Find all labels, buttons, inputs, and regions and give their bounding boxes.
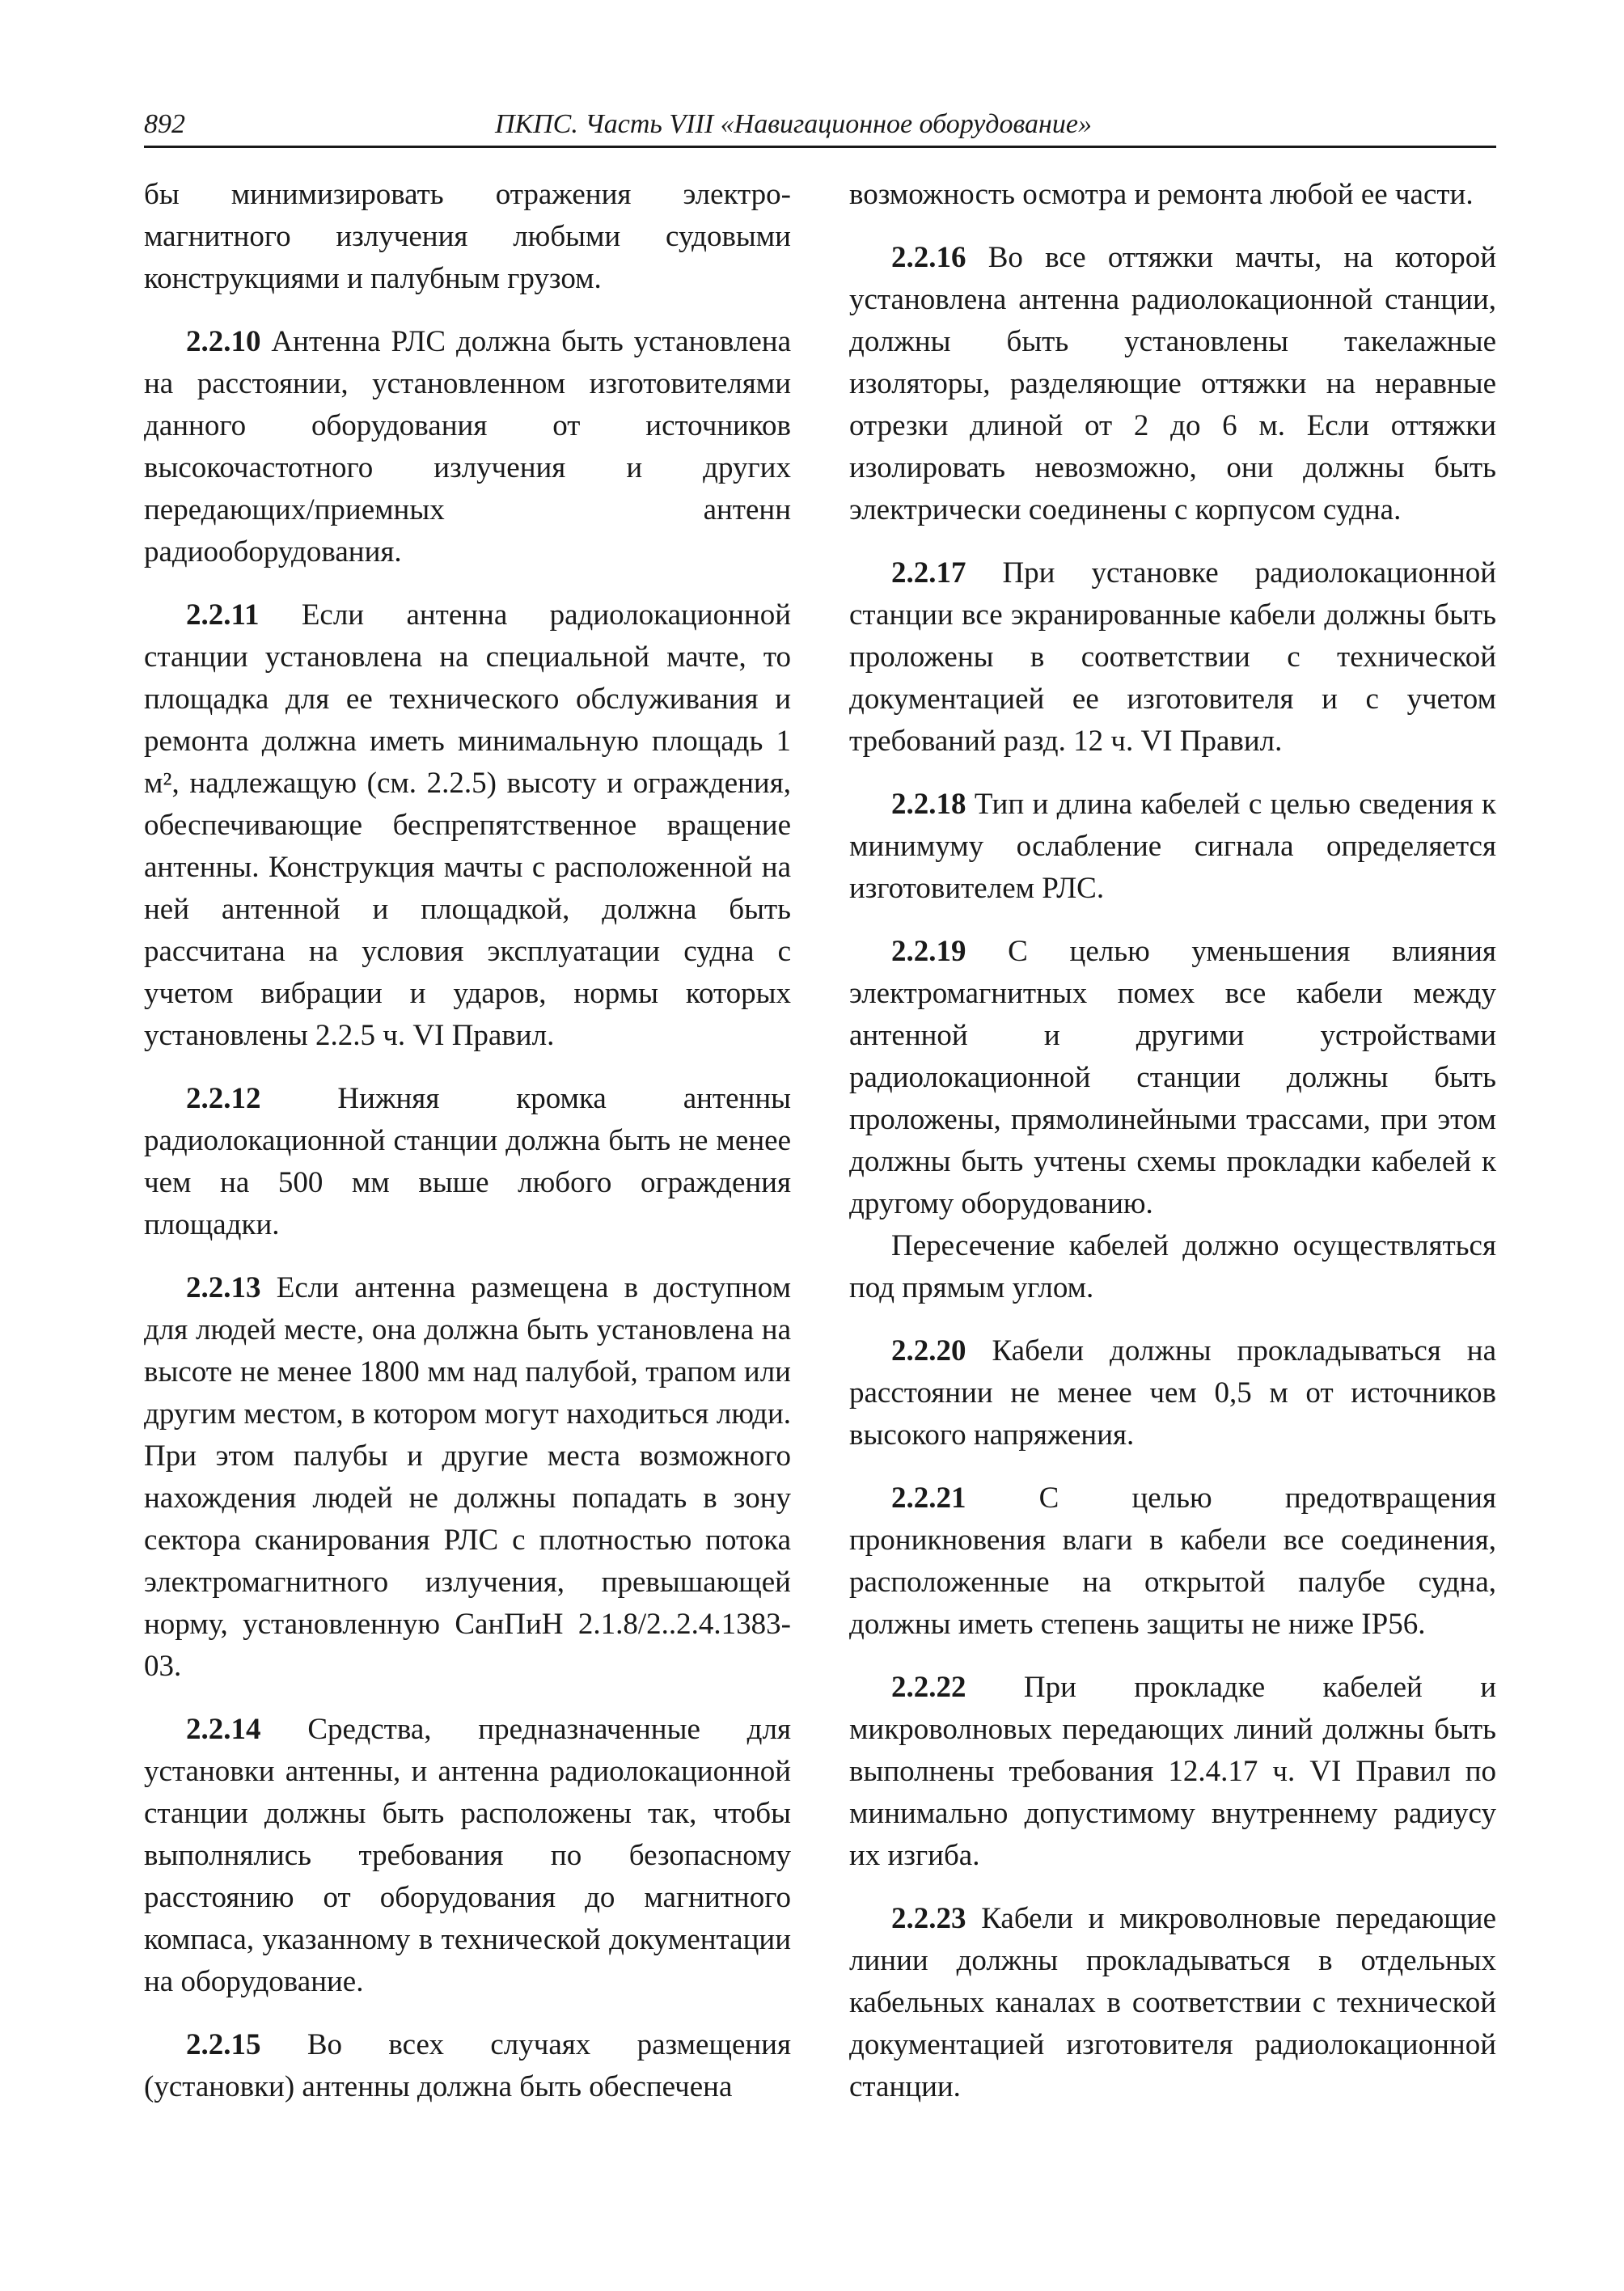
paragraph-text: возможность осмотра и ремонта любой ее части.	[849, 178, 1474, 211]
clause-number: 2.2.11	[186, 598, 260, 632]
paragraph-text: При установке радиолокационной станции все экранированные кабели должны быть проложены в соответствии с технической документацией ее изготовителя и с учетом требований разд. 12 ч. VI Правил.	[849, 556, 1496, 758]
paragraph-text: Пересечение кабелей должно осуществляться под прямым углом.	[849, 1229, 1496, 1304]
paragraph-text: Если антенна радиолокационной станции установлена на специальной мачте, то площадка для ее технического обслуживания и ремонта должна иметь минимальную площадь 1 м², надлежащую (см. 2.2.5) высоту и ограждения, обеспечивающие беспрепятственное вращение антенны. Конструкция мачты с расположенной на ней антенной и площадкой, должна быть рассчитана на условия эксплуатации судна с учетом вибрации и ударов, нормы которых установлены 2.2.5 ч. VI Правил.	[144, 598, 791, 1052]
left-column	[144, 174, 791, 2129]
paragraph-text: Средства, предназначенные для установки антенны, и антенна радиолокационной станции должны быть расположены так, чтобы выполнялись требования по безопасному расстоянию от оборудования до магнитного компаса, указанному в технической документации на оборудование.	[144, 1713, 791, 1998]
clause-2-2-19-continuation	[849, 1225, 1496, 1309]
clause-number: 2.2.21	[891, 1482, 966, 1515]
clause-2-2-14	[144, 1709, 791, 2003]
paragraph-text: С целью уменьшения влияния электромагнитных помех все кабели между антенной и другими устройствами радиолокационной станции должны быть проложены, прямолинейными трассами, при этом должны быть учтены схемы прокладки кабелей к другому оборудованию.	[849, 935, 1496, 1220]
clause-2-2-13	[144, 1267, 791, 1688]
paragraph-text: Нижняя кромка антенны радиолокационной станции должна быть не менее чем на 500 мм выше любого ограждения площадки.	[144, 1082, 791, 1241]
page-header	[144, 104, 1496, 148]
paragraph-text: Если антенна размещена в доступном для людей месте, она должна быть установлена на высоте не менее 1800 мм над палубой, трапом или другим местом, в котором могут находиться люди. При этом палубы и другие места возможного нахождения людей не должны попадать в зону сектора сканирования РЛС с плотностью потока электромагнитного излучения, превышающей норму, установленную СанПиН 2.1.8/2..2.4.1383-03.	[144, 1271, 791, 1683]
clause-2-2-18	[849, 784, 1496, 910]
paragraph-text: При прокладке кабелей и микроволновых передающих линий должны быть выполнены требования 12.4.17 ч. VI Правил по минимально допустимому внутреннему радиусу их изгиба.	[849, 1671, 1496, 1872]
paragraph-continuation	[849, 174, 1496, 216]
clause-number: 2.2.15	[186, 2028, 261, 2061]
clause-number: 2.2.17	[891, 556, 966, 590]
clause-number: 2.2.22	[891, 1671, 966, 1704]
clause-number: 2.2.20	[891, 1334, 966, 1367]
paragraph-text: С целью предотвращения проникновения влаги в кабели все соединения, расположенные на открытой палубе судна, должны иметь степень защиты не ниже IP56.	[849, 1482, 1496, 1641]
clause-number: 2.2.10	[186, 325, 261, 358]
clause-2-2-23	[849, 1898, 1496, 2108]
paragraph-text: бы минимизировать отражения электро-магнитного излучения любыми судовыми конструкциями и палубным грузом.	[144, 178, 791, 295]
clause-2-2-10	[144, 321, 791, 573]
paragraph-continuation	[144, 174, 791, 300]
clause-number: 2.2.14	[186, 1713, 261, 1746]
clause-2-2-20	[849, 1330, 1496, 1456]
clause-2-2-22	[849, 1667, 1496, 1877]
clause-number: 2.2.19	[891, 935, 966, 968]
clause-2-2-19	[849, 931, 1496, 1225]
paragraph-text: Кабели должны прокладываться на расстоянии не менее чем 0,5 м от источников высокого напряжения.	[849, 1334, 1496, 1452]
paragraph-text: Тип и длина кабелей с целью сведения к минимуму ослабление сигнала определяется изготовителем РЛС.	[849, 788, 1496, 905]
clause-number: 2.2.12	[186, 1082, 261, 1115]
clause-2-2-16	[849, 237, 1496, 531]
paragraph-text: Антенна РЛС должна быть установлена на расстоянии, установленном изготовителями данного оборудования от источников высокочастотного излучения и других передающих/приемных антенн радиооборудования.	[144, 325, 791, 569]
paragraph-text: Кабели и микроволновые передающие линии должны прокладываться в отдельных кабельных каналах в соответствии с технической документацией изготовителя радиолокационной станции.	[849, 1902, 1496, 2103]
clause-number: 2.2.13	[186, 1271, 261, 1304]
clause-number: 2.2.16	[891, 241, 966, 274]
clause-number: 2.2.18	[891, 788, 966, 821]
clause-2-2-15	[144, 2024, 791, 2108]
clause-2-2-11	[144, 594, 791, 1057]
clause-2-2-17	[849, 552, 1496, 763]
paragraph-text: Во все оттяжки мачты, на которой установлена антенна радиолокационной станции, должны быть установлены такелажные изоляторы, разделяющие оттяжки на неравные отрезки длиной от 2 до 6 м. Если оттяжки изолировать невозможно, они должны быть электрически соединены с корпусом судна.	[849, 241, 1496, 526]
paragraph-text: Во всех случаях размещения (установки) антенны должна быть обеспечена	[144, 2028, 791, 2103]
right-column	[849, 174, 1496, 2129]
running-title: ПКПС. Часть VIII «Навигационное оборудование»	[495, 109, 1092, 139]
clause-2-2-21	[849, 1477, 1496, 1646]
page-number: 892	[144, 109, 185, 139]
clause-number: 2.2.23	[891, 1902, 966, 1935]
clause-2-2-12	[144, 1078, 791, 1246]
